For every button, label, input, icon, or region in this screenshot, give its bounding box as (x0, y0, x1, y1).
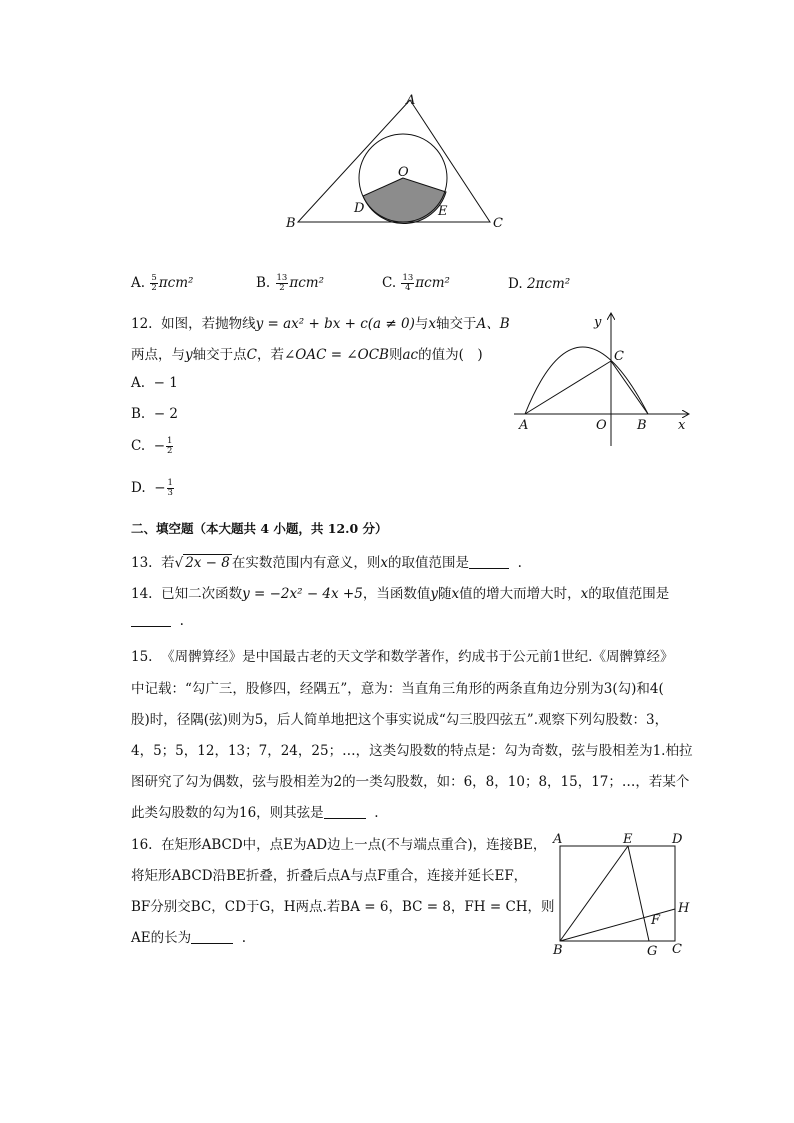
label-D: D (354, 201, 365, 216)
segment-be (560, 846, 628, 941)
q15-line1: 15. 《周髀算经》是中国最古老的天文学和数学著作，约成书于公元前1世纪.《周髀算经》 (131, 649, 674, 665)
label-D: D (672, 832, 683, 847)
label-O: O (596, 418, 607, 433)
label-y: y (594, 315, 602, 330)
answer-blank[interactable] (131, 612, 171, 627)
q15-line2: 中记载：“勾广三，股修四，经隅五”，意为：当直角三角形的两条直角边分别为3(勾)和4( (131, 681, 664, 697)
label-A: A (553, 832, 563, 847)
q11-option-c: C. $\frac{13}{4}$ πcm² (382, 273, 450, 293)
label-A: A (406, 93, 416, 108)
q15-line4: 4，5；5，12，13；7，24，25；…，这类勾股数的特点是：勾为奇数，弦与股相差为1.柏拉 (131, 743, 693, 759)
q15-line5: 图研究了勾为偶数，弦与股相差为2的一类勾股数，如：6，8，10；8，15，17；…，若某个 (131, 774, 690, 790)
segment-cb (611, 361, 648, 414)
label-B: B (553, 943, 563, 958)
fraction: $\frac{1}{2}$ (167, 436, 173, 456)
label-x: x (678, 418, 686, 433)
label-G: G (647, 944, 658, 958)
label-E: E (438, 204, 448, 219)
fraction: $\frac{13}{4}$ (402, 273, 414, 293)
fraction: $\frac{1}{3}$ (167, 478, 173, 498)
q13: 13. 若√ 2x − 8 在实数范围内有意义，则x的取值范围是 . (131, 555, 522, 571)
q16-line2: 将矩形ABCD沿BE折叠，折叠后点A与点F重合，连接并延长EF， (131, 868, 528, 884)
q14-line1: 14. 已知二次函数y = −2x² − 4x +5，当函数值y随x值的增大而增大时，x的取值范围是 (131, 586, 670, 602)
q16-line1: 16. 在矩形ABCD中，点E为AD边上一点(不与端点重合)，连接BE， (131, 837, 547, 853)
rectangle-fold-figure (550, 828, 700, 958)
q12-line2: 两点，与y轴交于点C，若∠OAC = ∠OCB则ac的值为( ) (131, 347, 483, 363)
segment-ac (525, 361, 611, 414)
fraction: $\frac{13}{2}$ (276, 273, 288, 293)
fraction: $\frac{5}{2}$ (151, 273, 157, 293)
parabola-curve (525, 347, 648, 414)
shaded-sector (363, 178, 446, 224)
q16-line4: AE的长为 . (131, 930, 246, 946)
q11-option-a: A. $\frac{5}{2}$ πcm² (131, 273, 194, 293)
sqrt-symbol: √ (174, 555, 184, 571)
q15-line3: 股)时，径隅(弦)则为5，后人简单地把这个事实说成“勾三股四弦五”.观察下列勾股数：3， (131, 712, 669, 728)
triangle-incircle-figure (280, 90, 510, 235)
label-E: E (623, 832, 633, 847)
label-C: C (672, 942, 682, 957)
label-B: B (637, 418, 647, 433)
answer-blank[interactable] (191, 929, 233, 944)
q12-line1: 12. 如图，若抛物线y = ax² + bx + c(a ≠ 0)与x轴交于A、B (131, 316, 510, 332)
q12-option-c: C. − $\frac{1}{2}$ (131, 436, 173, 456)
segment-eg (628, 846, 649, 941)
q12-option-b: B. − 2 (131, 406, 179, 422)
label-A: A (519, 418, 529, 433)
label-O: O (398, 165, 409, 180)
q15-line6: 此类勾股数的勾为16，则其弦是 . (131, 805, 379, 821)
label-C: C (493, 216, 503, 231)
label-H: H (678, 901, 690, 916)
label-C: C (614, 349, 624, 364)
q14-line2: . (131, 612, 184, 629)
q16-line3: BF分别交BC，CD于G，H两点.若BA = 6，BC = 8，FH = CH，则 (131, 899, 555, 915)
section-2-heading: 二、填空题（本大题共 4 小题，共 12.0 分） (131, 521, 388, 536)
label-F: F (651, 913, 661, 928)
q12-option-a: A. − 1 (131, 375, 178, 391)
parabola-graph (508, 310, 698, 450)
q11-option-d: D. 2πcm² (508, 276, 571, 292)
answer-blank[interactable] (469, 554, 509, 569)
answer-blank[interactable] (324, 804, 366, 819)
q11-option-b: B. $\frac{13}{2}$ πcm² (256, 273, 324, 293)
label-B: B (286, 216, 296, 231)
q12-option-d: D. − $\frac{1}{3}$ (131, 478, 173, 498)
